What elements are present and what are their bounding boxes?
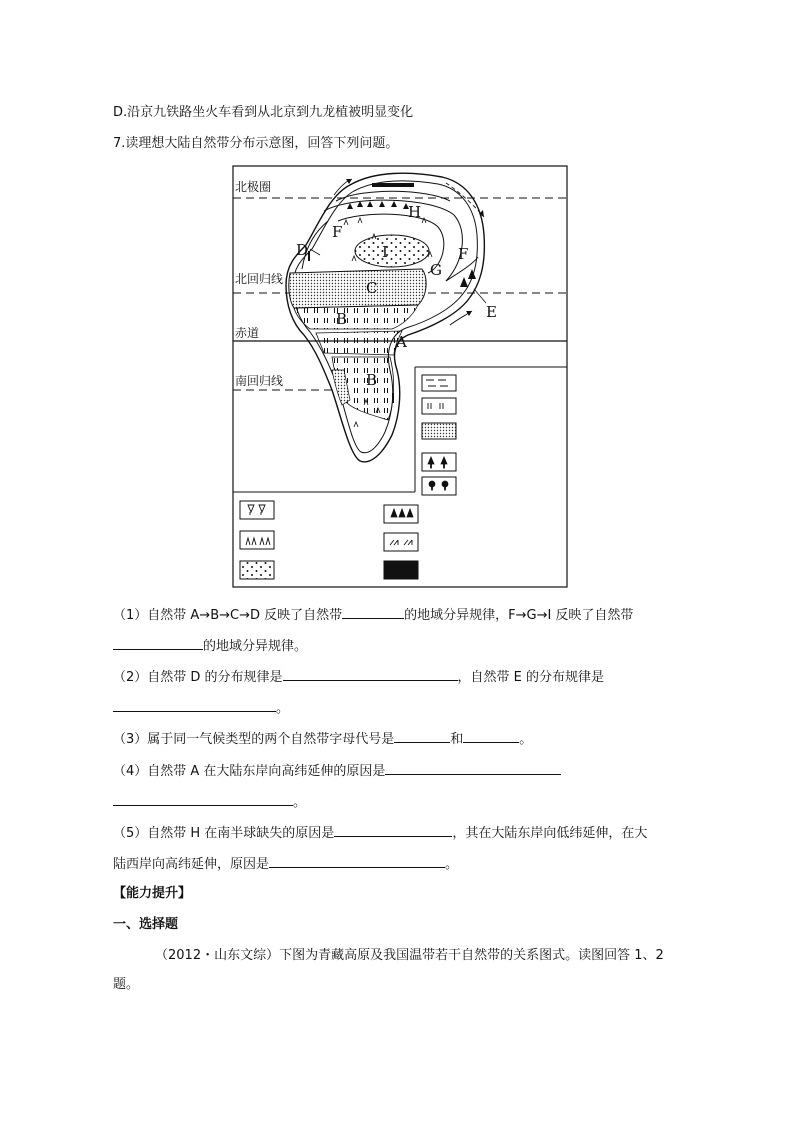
question-7-stem: 7.读理想大陆自然带分布示意图，回答下列问题。 [113, 136, 399, 151]
blank-3-1[interactable] [394, 728, 450, 743]
legend-shrub [384, 533, 418, 551]
option-d: D.沿京九铁路坐火车看到从北京到九龙植被明显变化 [113, 105, 414, 120]
legend-dotted [240, 561, 274, 579]
question-7-part-2a: （2）自然带 D 的分布规律是 ，自然带 E 的分布规律是 [113, 666, 604, 687]
question-7-part-1a: （1）自然带 A→B→C→D 反映了自然带 的地域分异规律，F→G→I 反映了自然带 [113, 604, 633, 625]
question-7-part-5b: 陆西岸向高纬延伸，原因是 。 [113, 853, 458, 874]
zone-letter-f-west: F [332, 223, 343, 241]
legend-evergreen-broadleaf [422, 453, 456, 471]
blank-4-1[interactable] [385, 760, 561, 775]
question-7-part-3: （3）属于同一气候类型的两个自然带字母代号是 和 。 [113, 728, 532, 749]
blank-2-2[interactable] [113, 697, 276, 712]
question-7-part-2b: 。 [113, 697, 289, 718]
tropic-of-cancer-label: 北回归线 [235, 272, 284, 286]
legend-desert [422, 423, 456, 439]
blank-4-2[interactable] [113, 791, 293, 806]
section-heading: 【能力提升】 [113, 886, 192, 901]
blank-5-2[interactable] [269, 853, 445, 868]
subsection-heading: 一、选择题 [113, 917, 179, 932]
tropic-of-capricorn-label: 南回归线 [235, 374, 284, 388]
legend-savanna [422, 398, 456, 414]
arctic-circle-label: 北极圈 [235, 180, 272, 194]
blank-1-1[interactable] [342, 604, 404, 619]
question-7-part-1b: 的地域分异规律。 [113, 635, 307, 656]
legend-swamp [422, 375, 456, 391]
legend-deciduous [422, 477, 456, 495]
legend-tundra-ice [384, 561, 418, 579]
blank-5-1[interactable] [334, 822, 452, 837]
question-7-part-5a: （5）自然带 H 在南半球缺失的原因是 ，其在大陆东岸向低纬延伸，在大 [113, 822, 647, 843]
ideal-continent-natural-zone-map [232, 165, 568, 589]
zone-c-area [289, 269, 426, 308]
zone-letter-b-south: B [366, 371, 378, 389]
blank-1-2[interactable] [113, 635, 203, 650]
paragraph-line-1: （2012・山东文综）下图为青藏高原及我国温带若干自然带的关系图式。读图回答 1、2 [155, 948, 664, 963]
equator-label: 赤道 [235, 326, 260, 340]
question-7-part-4a: （4）自然带 A 在大陆东岸向高纬延伸的原因是 [113, 760, 561, 781]
blank-3-2[interactable] [463, 728, 519, 743]
blank-2-1[interactable] [283, 666, 458, 681]
question-7-part-4b: 。 [113, 791, 306, 812]
legend [240, 375, 456, 579]
zone-letter-i: I [382, 243, 388, 261]
zone-i-area [355, 235, 429, 267]
zone-letter-c: C [366, 279, 378, 297]
zone-letter-g: G [430, 261, 442, 279]
paragraph-line-2: 题。 [113, 977, 140, 992]
zone-letter-a: A [396, 333, 407, 351]
zone-letter-d: D [296, 241, 309, 259]
legend-mixed-forest [240, 501, 274, 519]
zone-letter-e: E [486, 303, 497, 321]
zone-b-north-area [294, 305, 418, 329]
zone-letter-h: H [408, 203, 422, 221]
zone-letter-b-north: B [336, 310, 348, 328]
zone-letter-f-east: F [458, 245, 469, 263]
